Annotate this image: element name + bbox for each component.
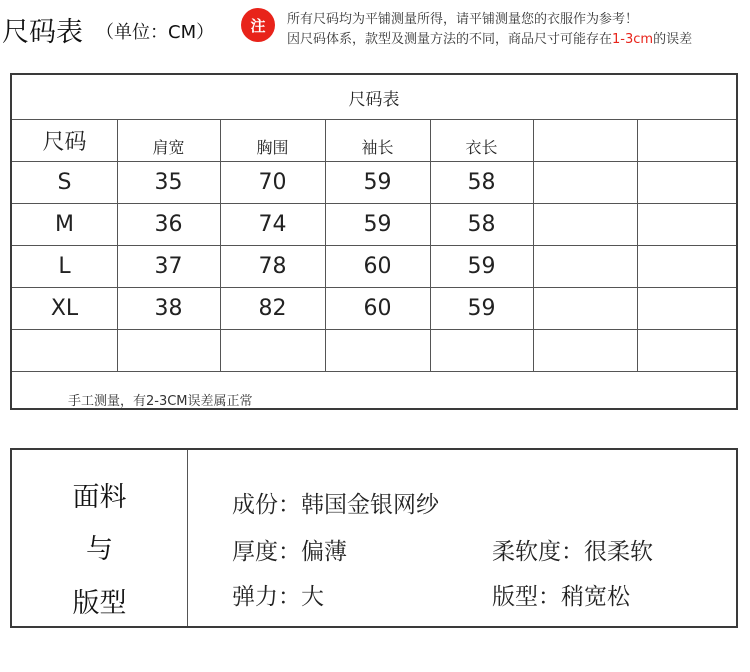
size-table-header-cell: 衣长	[465, 137, 498, 157]
size-table-cell: 36	[154, 211, 183, 237]
size-table-cell: S	[57, 169, 72, 195]
size-table-cell	[533, 203, 637, 245]
size-table-cell: 60	[363, 295, 392, 321]
size-table-cell: M	[55, 211, 74, 237]
note-line-2	[287, 28, 692, 47]
size-table-header-cell: 尺码	[42, 129, 87, 155]
measurement-footnote: 手工测量，有2-3CM误差属正常	[68, 394, 253, 409]
size-table-header-cell: 袖长	[361, 137, 394, 157]
note-line-2-prefix: 因尺码体系，款型及测量方法的不同，商品尺寸可能存在	[287, 32, 613, 47]
size-table-cell: 70	[258, 169, 287, 195]
size-table-cell: 82	[258, 295, 287, 321]
size-table-cell	[117, 329, 220, 371]
size-table-cell	[325, 329, 430, 371]
size-table-cell: 58	[467, 211, 496, 237]
size-table-cell	[533, 161, 637, 203]
unit-label: （单位：CM）	[96, 22, 215, 43]
size-table	[10, 73, 738, 410]
size-table-cell: 59	[467, 295, 496, 321]
size-table-header-cell: 肩宽	[152, 137, 185, 157]
size-table-cell: 59	[363, 169, 392, 195]
size-table-cell	[637, 287, 736, 329]
size-table-cell: 60	[363, 253, 392, 279]
size-table-cell	[637, 329, 736, 371]
size-table-cell	[533, 329, 637, 371]
size-table-header-cell: 胸围	[256, 137, 289, 157]
size-table-cell	[220, 329, 325, 371]
size-table-row-divider	[12, 371, 736, 372]
size-table-cell: XL	[50, 295, 79, 321]
fabric-thickness: 厚度：偏薄	[232, 539, 347, 565]
size-table-cell: 35	[154, 169, 183, 195]
size-table-cell	[12, 329, 117, 371]
size-table-cell: L	[58, 253, 71, 279]
size-table-cell	[637, 245, 736, 287]
fabric-label-line-1: 面料	[72, 482, 127, 513]
fabric-table	[10, 448, 738, 628]
fabric-label-line-2: 与	[86, 534, 113, 565]
size-table-cell: 58	[467, 169, 496, 195]
fabric-elasticity: 弹力：大	[232, 584, 324, 610]
size-table-cell	[533, 245, 637, 287]
size-table-row-divider	[12, 119, 736, 120]
size-table-cell	[430, 329, 533, 371]
size-table-cell	[533, 287, 637, 329]
fabric-fit: 版型：稍宽松	[492, 584, 630, 610]
page-title: 尺码表	[2, 17, 83, 48]
fabric-divider	[187, 450, 188, 626]
note-line-1: 所有尺码均为平铺测量所得，请平铺测量您的衣服作为参考！	[287, 12, 639, 27]
note-badge: 注	[241, 8, 275, 42]
size-table-caption: 尺码表	[348, 89, 400, 110]
note-line-2-suffix: 的误差	[653, 32, 693, 47]
size-table-cell	[637, 161, 736, 203]
fabric-composition: 成份：韩国金银网纱	[232, 492, 439, 518]
size-table-cell: 74	[258, 211, 287, 237]
size-table-cell: 37	[154, 253, 183, 279]
fabric-softness: 柔软度：很柔软	[492, 539, 653, 565]
size-table-cell: 38	[154, 295, 183, 321]
size-table-cell: 78	[258, 253, 287, 279]
size-table-cell	[637, 203, 736, 245]
size-table-cell: 59	[467, 253, 496, 279]
fabric-label-line-3: 版型	[72, 588, 127, 619]
size-table-cell: 59	[363, 211, 392, 237]
note-tolerance-highlight: 1-3cm	[612, 32, 654, 47]
